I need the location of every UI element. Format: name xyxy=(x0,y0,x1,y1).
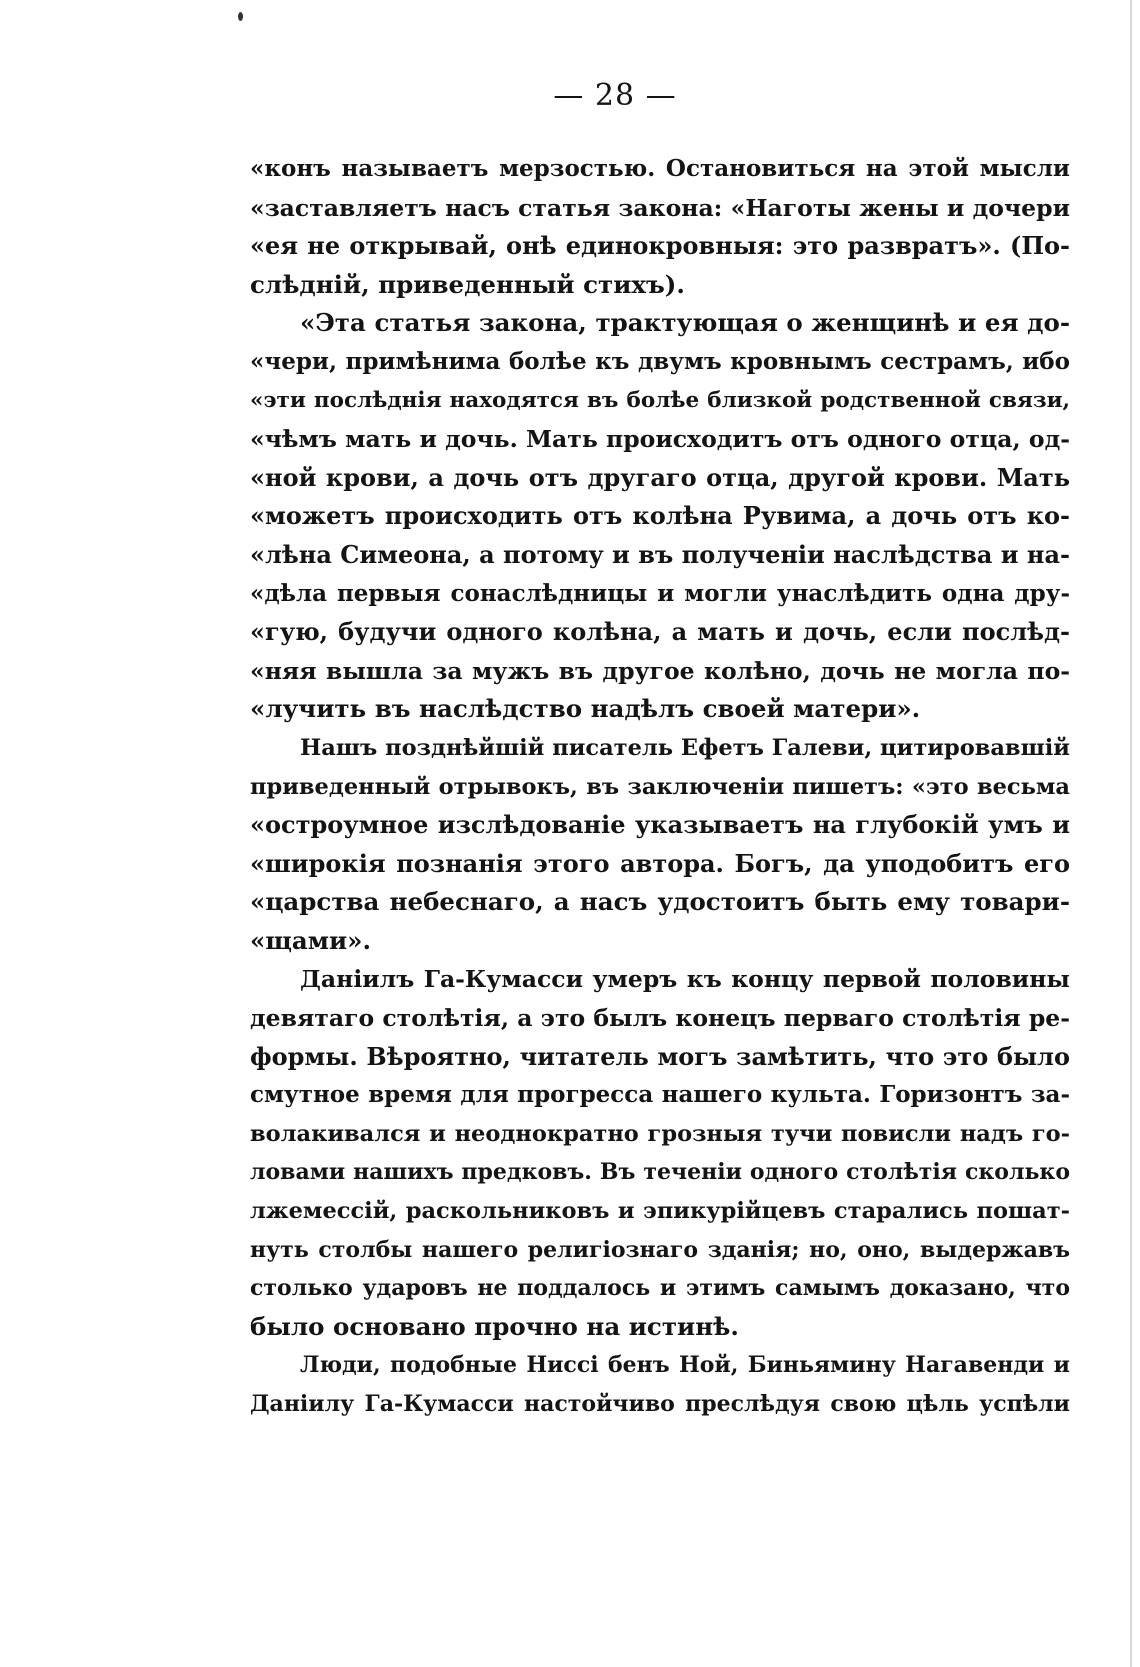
text-line: лжемессій, раскольниковъ и эпикурійцевъ старались пошат- xyxy=(250,1198,1070,1225)
text-line: «чѣмъ мать и дочь. Мать происходитъ отъ одного отца, од- xyxy=(250,425,1070,454)
text-line: смутное время для прогресса нашего культа. Горизонтъ за- xyxy=(250,1081,1070,1109)
paragraph xyxy=(250,304,1070,729)
text-line: ловами нашихъ предковъ. Въ теченіи одного столѣтія сколько xyxy=(250,1159,1070,1186)
paragraph xyxy=(250,729,1070,961)
text-line: «няя вышла за мужъ въ другое колѣно, дочь не могла по- xyxy=(250,656,1070,685)
text-line: «лучить въ наслѣдство надѣлъ своей матери». xyxy=(250,694,921,724)
text-line: «конъ называетъ мерзостью. Остановиться на этой мысли xyxy=(250,155,1070,182)
text-line: Люди, подобные Ниссі бенъ Ной, Биньямину Нагавенди и xyxy=(300,1352,1070,1379)
paragraph xyxy=(250,150,1070,304)
text-line: «остроумное изслѣдованіе указываетъ на глубокій умъ и xyxy=(250,810,1070,840)
text-line: столько ударовъ не поддалось и этимъ самымъ доказано, что xyxy=(250,1275,1070,1302)
page-number: — 28 — xyxy=(553,78,677,113)
text-line: девятаго столѣтія, а это былъ конецъ перваго столѣтія ре- xyxy=(250,1004,1070,1033)
text-line: «Эта статья закона, трактующая о женщинѣ и ея до- xyxy=(300,308,1070,338)
text-line: «ной крови, а дочь отъ другаго отца, другой крови. Мать xyxy=(250,462,1070,492)
text-line: «эти послѣднія находятся въ болѣе близкой родственной связи, xyxy=(250,387,1070,413)
paragraph xyxy=(250,960,1070,1346)
text-line: приведенный отрывокъ, въ заключеніи пишетъ: «это весьма xyxy=(250,773,1070,800)
text-line: волакивался и неоднократно грозныя тучи повисли надъ го- xyxy=(250,1120,1070,1147)
text-line: «заставляетъ насъ статья закона: «Наготы жены и дочери xyxy=(250,193,1070,222)
text-line: «щами». xyxy=(250,925,371,955)
text-line: Даніилъ Га-Кумасси умеръ къ концу первой половины xyxy=(300,965,1070,994)
paragraph xyxy=(250,1346,1070,1423)
text-line: Даніилу Га-Кумасси настойчиво преслѣдуя свою цѣль успѣли xyxy=(250,1391,1070,1417)
ink-speck xyxy=(238,12,243,21)
page-edge xyxy=(1130,0,1132,1667)
text-line: «чери, примѣнима болѣе къ двумъ кровнымъ сестрамъ, ибо xyxy=(250,347,1070,375)
text-line: «ея не открывай, онѣ единокровныя: это развратъ». (По- xyxy=(250,231,1070,261)
text-line: было основано прочно на истинѣ. xyxy=(250,1311,739,1341)
text-line: «широкія познанія этого автора. Богъ, да уподобитъ его xyxy=(250,848,1070,878)
text-line: «царства небеснаго, а насъ удостоитъ быть ему товари- xyxy=(250,887,1070,917)
text-line: формы. Вѣроятно, читатель могъ замѣтить, что это было xyxy=(250,1041,1070,1071)
text-line: «можетъ происходить отъ колѣна Рувима, а дочь отъ ко- xyxy=(250,501,1070,531)
text-line: «лѣна Симеона, а потому и въ полученіи наслѣдства и на- xyxy=(250,539,1071,569)
text-line: «дѣла первыя сонаслѣдницы и могли унаслѣдить одна дру- xyxy=(250,579,1070,607)
document-body xyxy=(250,150,1070,1424)
text-line: Нашъ позднѣйшій писатель Ефетъ Галеви, цитировавшій xyxy=(300,734,1070,761)
text-line: «гую, будучи одного колѣна, а мать и дочь, если послѣд- xyxy=(250,617,1070,647)
text-line: слѣдній, приведенный стихъ). xyxy=(250,269,685,299)
text-line: нуть столбы нашего религіознаго зданія; но, оно, выдержавъ xyxy=(250,1236,1070,1263)
